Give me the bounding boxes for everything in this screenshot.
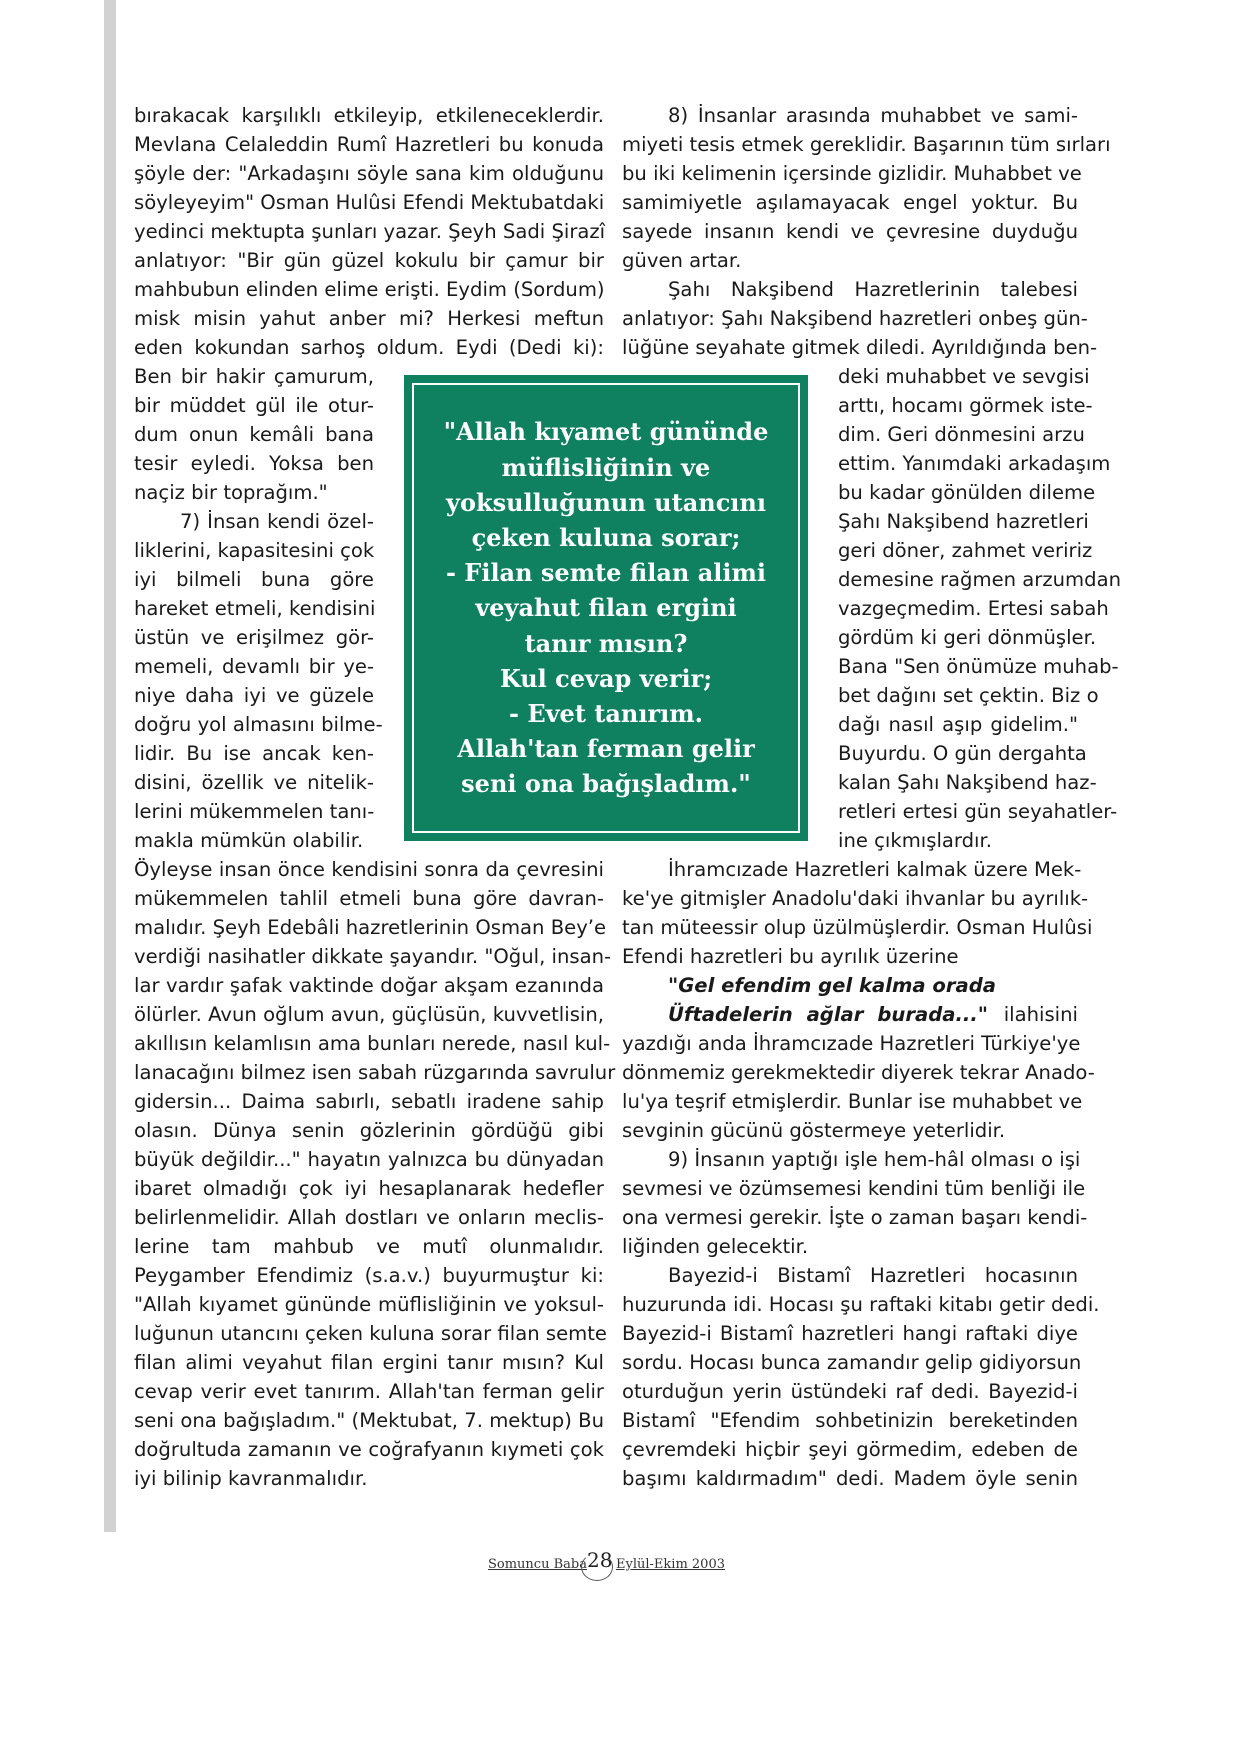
text-line: Bayezid-i Bistamî Hazretleri hocasının — [668, 1264, 1078, 1287]
text-line: şöyle der: "Arkadaşını söyle sana kim olduğunu — [134, 162, 604, 185]
text-line: verdiği nasihatler dikkate şayandır. "Oğul, insan- — [134, 945, 612, 968]
text-line: Ben bir hakir çamurum, — [134, 365, 374, 388]
issue-date: Eylül-Ekim 2003 — [616, 1557, 725, 1572]
text-line: vazgeçmedim. Ertesi sabah — [838, 597, 1109, 620]
text-line: tesir eyledi. Yoksa ben — [134, 452, 374, 475]
text-line: sordu. Hocası bunca zamandır gelip gidiyorsun — [622, 1351, 1082, 1374]
text-line: kalan Şahı Nakşibend haz- — [838, 771, 1097, 794]
text-line: yedinci mektupta şunları yazar. Şeyh Sadi Şirazî — [134, 220, 606, 243]
text-line: liğinden gelecektir. — [622, 1235, 809, 1258]
text-line: cevap verir evet tanırım. Allah'tan ferman gelir — [134, 1380, 604, 1403]
text-line: bet dağını set çektin. Biz o — [838, 684, 1099, 707]
text-line: Öyleyse insan önce kendisini sonra da çevresini — [134, 858, 604, 881]
text-line: başımı kaldırmadım" dedi. Madem öyle senin — [622, 1467, 1078, 1490]
text-line: güven artar. — [622, 249, 742, 272]
text-line: dim. Geri dönmesini arzu — [838, 423, 1085, 446]
text-line: niye daha iyi ve güzele — [134, 684, 374, 707]
text-line: 9) İnsanın yaptığı işle hem-hâl olması o işi — [668, 1148, 1081, 1171]
text-line: luğunun utancını çeken kuluna sorar filan semte — [134, 1322, 607, 1345]
text-line: Mevlana Celaleddin Rumî Hazretleri bu konuda — [134, 133, 604, 156]
text-line: lu'ya teşrif etmişlerdir. Bunlar ise muhabbet ve — [622, 1090, 1083, 1113]
text-line: misk misin yahut anber mi? Herkesi meftun — [134, 307, 604, 330]
text-line: Buyurdu. O gün dergahta — [838, 742, 1087, 765]
text-line: sevmesi ve özümsemesi kendini tüm benliği ile — [622, 1177, 1086, 1200]
pull-quote-line: seni ona bağışladım." — [461, 769, 751, 799]
text-line: ona vermesi gerekir. İşte o zaman başarı kendi- — [622, 1206, 1088, 1229]
pull-quote-line: çeken kuluna sorar; — [471, 522, 741, 552]
text-line: 8) İnsanlar arasında muhabbet ve sami- — [668, 104, 1078, 127]
text-line: anlatıyor: Şahı Nakşibend hazretleri onbeş gün- — [622, 307, 1088, 330]
page-margin-bar — [104, 0, 116, 1532]
text-line: bırakacak karşılıklı etkileyip, etkileneceklerdir. — [134, 104, 604, 127]
pull-quote-line: "Allah kıyamet gününde — [443, 417, 769, 447]
text-line: ilahisini — [1003, 1003, 1078, 1026]
text-line: "Allah kıyamet gününde müflisliğinin ve yoksul- — [134, 1293, 604, 1316]
text-line: liklerini, kapasitesini çok — [134, 539, 375, 562]
magazine-name: Somuncu Baba — [488, 1557, 587, 1572]
text-line: samimiyetle aşılamayacak engel yoktur. Bu — [622, 191, 1078, 214]
text-line: lerine tam mahbub ve mutî olunmalıdır. — [134, 1235, 604, 1258]
text-line: oturduğun yerin üstündeki raf dedi. Bayezid-i — [622, 1380, 1078, 1403]
text-line: iyi bilinip kavranmalıdır. — [134, 1467, 368, 1490]
text-line: dönmemiz gerekmektedir diyerek tekrar Anado- — [622, 1061, 1095, 1084]
page-footer — [478, 1548, 738, 1582]
text-line: ine çıkmışlardır. — [838, 829, 992, 852]
text-line: gidersin... Daima sabırlı, sebatlı iradene sahip — [134, 1090, 604, 1113]
text-line: doğru yol almasını bilme- — [134, 713, 383, 736]
pull-quote-line: - Filan semte filan alimi — [445, 558, 767, 588]
text-line: Peygamber Efendimiz (s.a.v.) buyurmuştur ki: — [134, 1264, 604, 1287]
text-line: makla mümkün olabilir. — [134, 829, 364, 852]
text-line: lüğüne seyahate gitmek diledi. Ayrıldığında ben- — [622, 336, 1098, 359]
text-line: sayede insanın kendi ve çevresine duyduğu — [622, 220, 1078, 243]
text-line: İhramcızade Hazretleri kalmak üzere Mek- — [668, 858, 1082, 881]
text-line: bu iki kelimenin içersinde gizlidir. Muhabbet ve — [622, 162, 1082, 185]
text-line: malıdır. Şeyh Edebâli hazretlerinin Osman Bey’e — [134, 916, 607, 939]
text-line: geri döner, zahmet veririz — [838, 539, 1093, 562]
text-line: akıllısın kelamlısın ama bunları nerede, nasıl kul- — [134, 1032, 611, 1055]
text-line: arttı, hocamı görmek iste- — [838, 394, 1093, 417]
text-line: lar vardır şafak vaktinde doğar akşam ezanında — [134, 974, 604, 997]
text-line: üstün ve erişilmez gör- — [134, 626, 374, 649]
text-line: bir müddet gül ile otur- — [134, 394, 374, 417]
text-line: deki muhabbet ve sevgisi — [838, 365, 1090, 388]
text-line: çevremdeki hiçbir şeyi görmedim, edeben de — [622, 1438, 1078, 1461]
text-line: Şahı Nakşibend hazretleri — [838, 510, 1089, 533]
text-line: ölürler. Avun oğlum avun, güçlüsün, kuvvetlisin, — [134, 1003, 604, 1026]
pull-quote-line: Allah'tan ferman gelir — [457, 734, 755, 764]
text-line: mahbubun elinden elime erişti. Eydim (Sordum) — [134, 278, 605, 301]
text-line: miyeti tesis etmek gereklidir. Başarının tüm sırları — [622, 133, 1111, 156]
text-line: filan alimi veyahut filan ergini tanır mısın? Kul — [134, 1351, 604, 1374]
text-line: seni ona bağışladım." (Mektubat, 7. mektup) Bu — [134, 1409, 604, 1432]
text-line: büyük değildir..." hayatın yalnızca bu dünyadan — [134, 1148, 604, 1171]
quoted-hymn-line: Üftadelerin ağlar burada..." — [668, 1003, 988, 1026]
pull-quote-line: yoksulluğunun utancını — [446, 487, 766, 517]
pull-quote-line: tanır mısın? — [524, 628, 688, 658]
text-line: ibaret olmadığı çok iyi hesaplanarak hedefler — [134, 1177, 604, 1200]
text-line: eden kokundan sarhoş oldum. Eydi (Dedi ki): — [134, 336, 604, 359]
text-line: lerini mükemmelen tanı- — [134, 800, 375, 823]
text-line: bu kadar gönülden dileme — [838, 481, 1096, 504]
text-line: anlatıyor: "Bir gün güzel kokulu bir çamur bir — [134, 249, 604, 272]
quoted-hymn-line: "Gel efendim gel kalma orada — [668, 974, 997, 997]
text-line: naçiz bir toprağım." — [134, 481, 328, 504]
text-line: olasın. Dünya senin gözlerinin gördüğü gibi — [134, 1119, 604, 1142]
text-line: gördüm ki geri dönmüşler. — [838, 626, 1097, 649]
text-line: Şahı Nakşibend Hazretlerinin talebesi — [668, 278, 1078, 301]
text-line: tan müteessir olup üzülmüşlerdir. Osman Hulûsi — [622, 916, 1093, 939]
text-line: memeli, devamlı bir ye- — [134, 655, 374, 678]
text-line: doğrultuda zamanın ve coğrafyanın kıymeti çok — [134, 1438, 604, 1461]
pull-quote-line: veyahut filan ergini — [475, 593, 737, 623]
pull-quote-box — [404, 375, 808, 841]
text-line: Bana "Sen önümüze muhab- — [838, 655, 1119, 678]
text-line: söyleyeyim" Osman Hulûsi Efendi Mektubatdaki — [134, 191, 605, 214]
text-line: 7) İnsan kendi özel- — [180, 510, 374, 533]
text-line: lidir. Bu ise ancak ken- — [134, 742, 374, 765]
text-line: ke'ye gitmişler Anadolu'daki ihvanlar bu ayrılık- — [622, 887, 1089, 910]
text-line: Efendi hazretleri bu ayrılık üzerine — [622, 945, 959, 968]
text-line: lanacağını bilmez isen sabah rüzgarında savrulur — [134, 1061, 616, 1084]
text-line: disini, özellik ve nitelik- — [134, 771, 374, 794]
pull-quote-line: - Evet tanırım. — [509, 699, 703, 728]
text-line: huzurunda idi. Hocası şu raftaki kitabı getir dedi. — [622, 1293, 1100, 1316]
text-line: mükemmelen tahlil etmeli buna göre davran- — [134, 887, 604, 910]
text-line: Bayezid-i Bistamî hazretleri hangi raftaki diye — [622, 1322, 1078, 1345]
text-line: Bistamî "Efendim sohbetinizin bereketinden — [622, 1409, 1078, 1432]
text-line: demesine rağmen arzumdan — [838, 568, 1121, 591]
text-line: iyi bilmeli buna göre — [134, 568, 374, 591]
text-line: sevginin gücünü göstermeye yeterlidir. — [622, 1119, 1006, 1142]
text-line: retleri ertesi gün seyahatler- — [838, 800, 1118, 823]
pull-quote-line: müflisliğinin ve — [501, 452, 711, 482]
text-line: dum onun kemâli bana — [134, 423, 374, 446]
pull-quote-line: Kul cevap verir; — [499, 663, 713, 693]
page-number: 28 — [587, 1548, 613, 1572]
text-line: dağı nasıl aşıp gidelim." — [838, 713, 1078, 736]
text-line: hareket etmeli, kendisini — [134, 597, 376, 620]
pull-quote-frame — [412, 383, 800, 833]
text-line: ettim. Yanımdaki arkadaşım — [838, 452, 1111, 475]
text-line: yazdığı anda İhramcızade Hazretleri Türkiye'ye — [622, 1032, 1081, 1055]
text-line: belirlenmelidir. Allah dostları ve onların meclis- — [134, 1206, 604, 1229]
